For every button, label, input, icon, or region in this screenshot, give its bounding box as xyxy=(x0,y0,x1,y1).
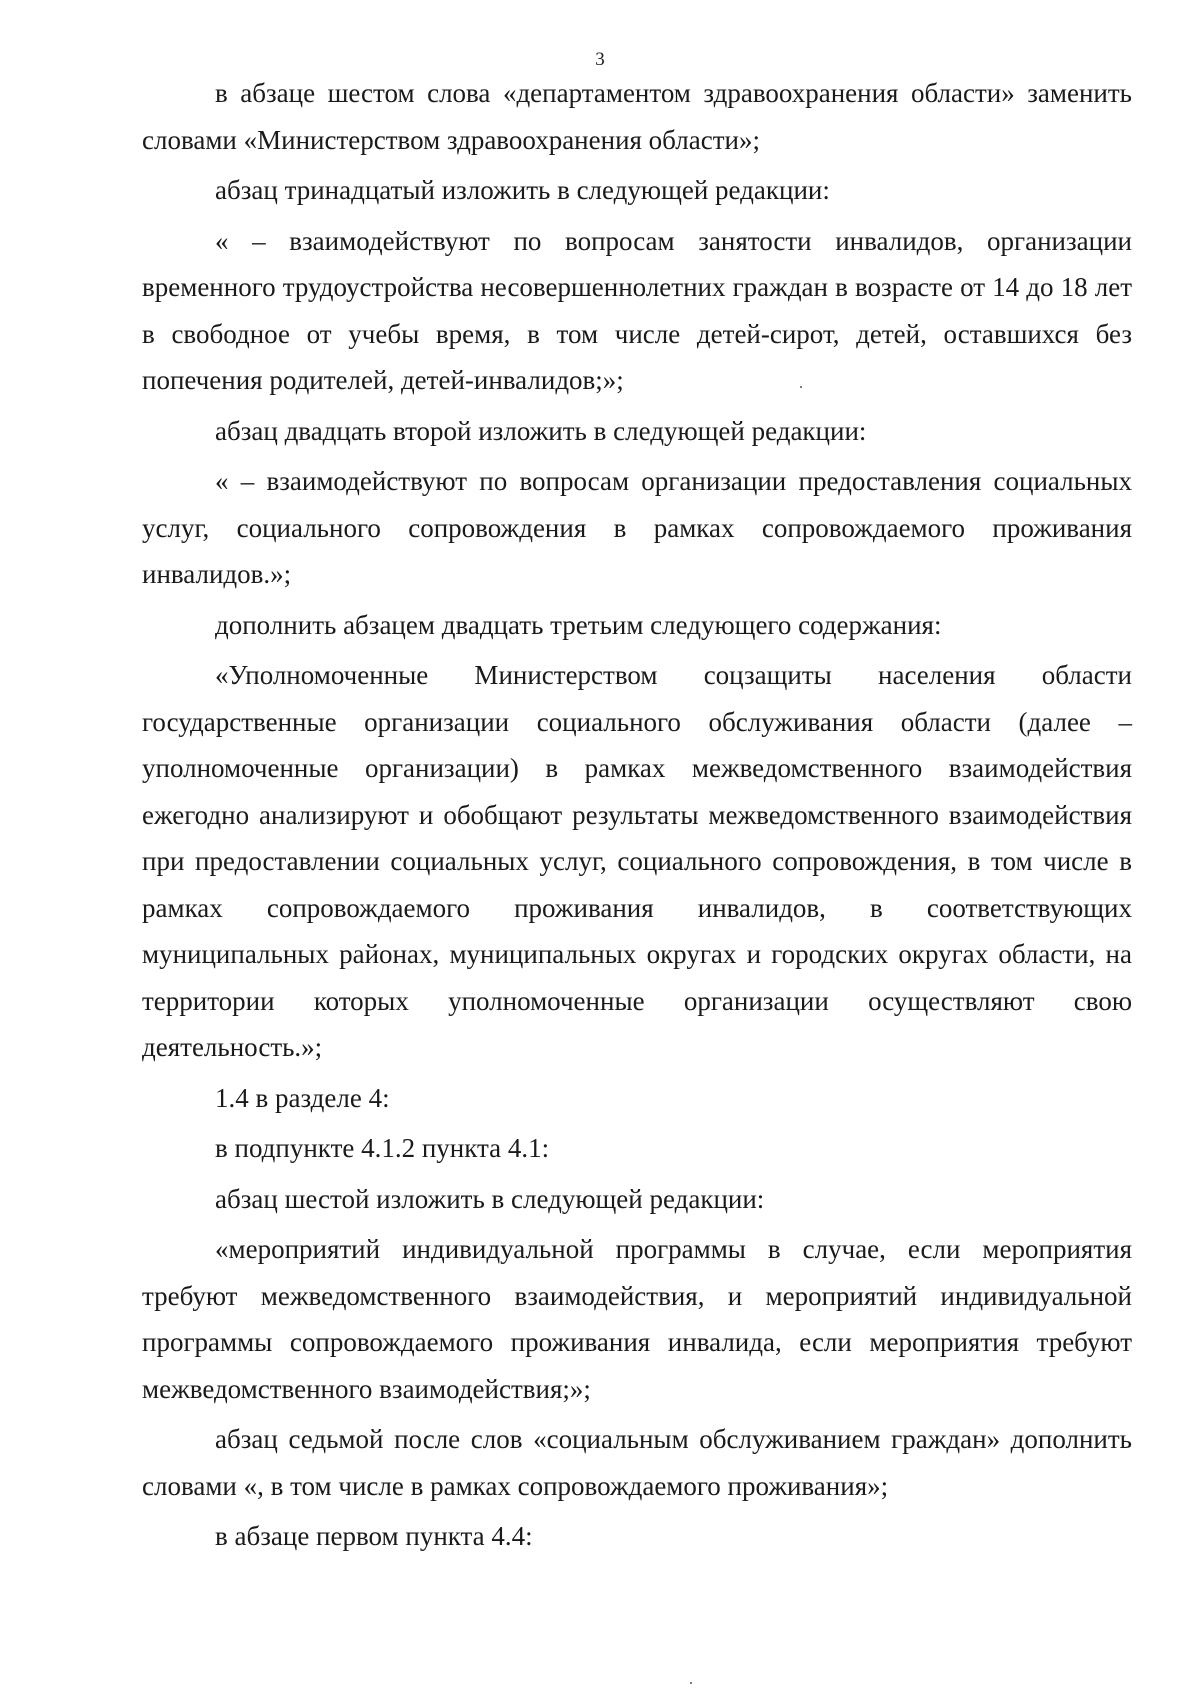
paragraph: «мероприятий индивидуальной программы в случае, если мероприятия требуют межведомственного взаимодействия, и мероприятий индивидуальной программы сопровождаемого проживания инвалида, если мероприятия требуют межведомственного взаимодействия;»; xyxy=(142,1234,1132,1404)
paragraph: в абзаце первом пункта 4.4: xyxy=(215,1521,533,1551)
paragraph: в подпункте 4.1.2 пункта 4.1: xyxy=(215,1133,550,1163)
document-body xyxy=(142,70,1132,1564)
paragraph: « – взаимодействуют по вопросам занятости инвалидов, организации временного трудоустройства несовершеннолетних граждан в возрасте от 14 до 18 лет в свободное от учебы время, в том числе детей-сирот, детей, оставшихся без попечения родителей, детей-инвалидов;»; xyxy=(142,225,1132,395)
paragraph: в абзаце шестом слова «департаментом здравоохранения области» заменить словами «Министерством здравоохранения области»; xyxy=(142,78,1132,155)
paragraph: « – взаимодействуют по вопросам организации предоставления социальных услуг, социального сопровождения в рамках сопровождаемого проживания инвалидов.»; xyxy=(142,466,1132,589)
paragraph: «Уполномоченные Министерством соцзащиты населения области государственные организации социального обслуживания области (далее – уполномоченные организации) в рамках межведомственного взаимодействия ежегодно анализируют и обобщают результаты межведомственного взаимодействия при предоставлении социальных услуг, социального сопровождения, в том числе в рамках сопровождаемого проживания инвалидов, в соответствующих муниципальных районах, муниципальных округах и городских округах области, на территории которых уполномоченные организации осуществляют свою деятельность.»; xyxy=(142,660,1132,1062)
paragraph: абзац шестой изложить в следующей редакции: xyxy=(215,1183,765,1214)
page-number: 3 xyxy=(595,49,605,70)
paragraph: абзац двадцать второй изложить в следующей редакции: xyxy=(215,415,867,446)
scan-speck xyxy=(800,386,802,388)
paragraph: абзац тринадцатый изложить в следующей редакции: xyxy=(215,175,830,205)
paragraph: дополнить абзацем двадцать третьим следующего содержания: xyxy=(215,609,942,640)
paragraph: 1.4 в разделе 4: xyxy=(215,1082,390,1113)
paragraph: абзац седьмой после слов «социальным обслуживанием граждан» дополнить словами «, в том числе в рамках сопровождаемого проживания»; xyxy=(142,1424,1132,1501)
scan-speck xyxy=(690,1682,692,1684)
